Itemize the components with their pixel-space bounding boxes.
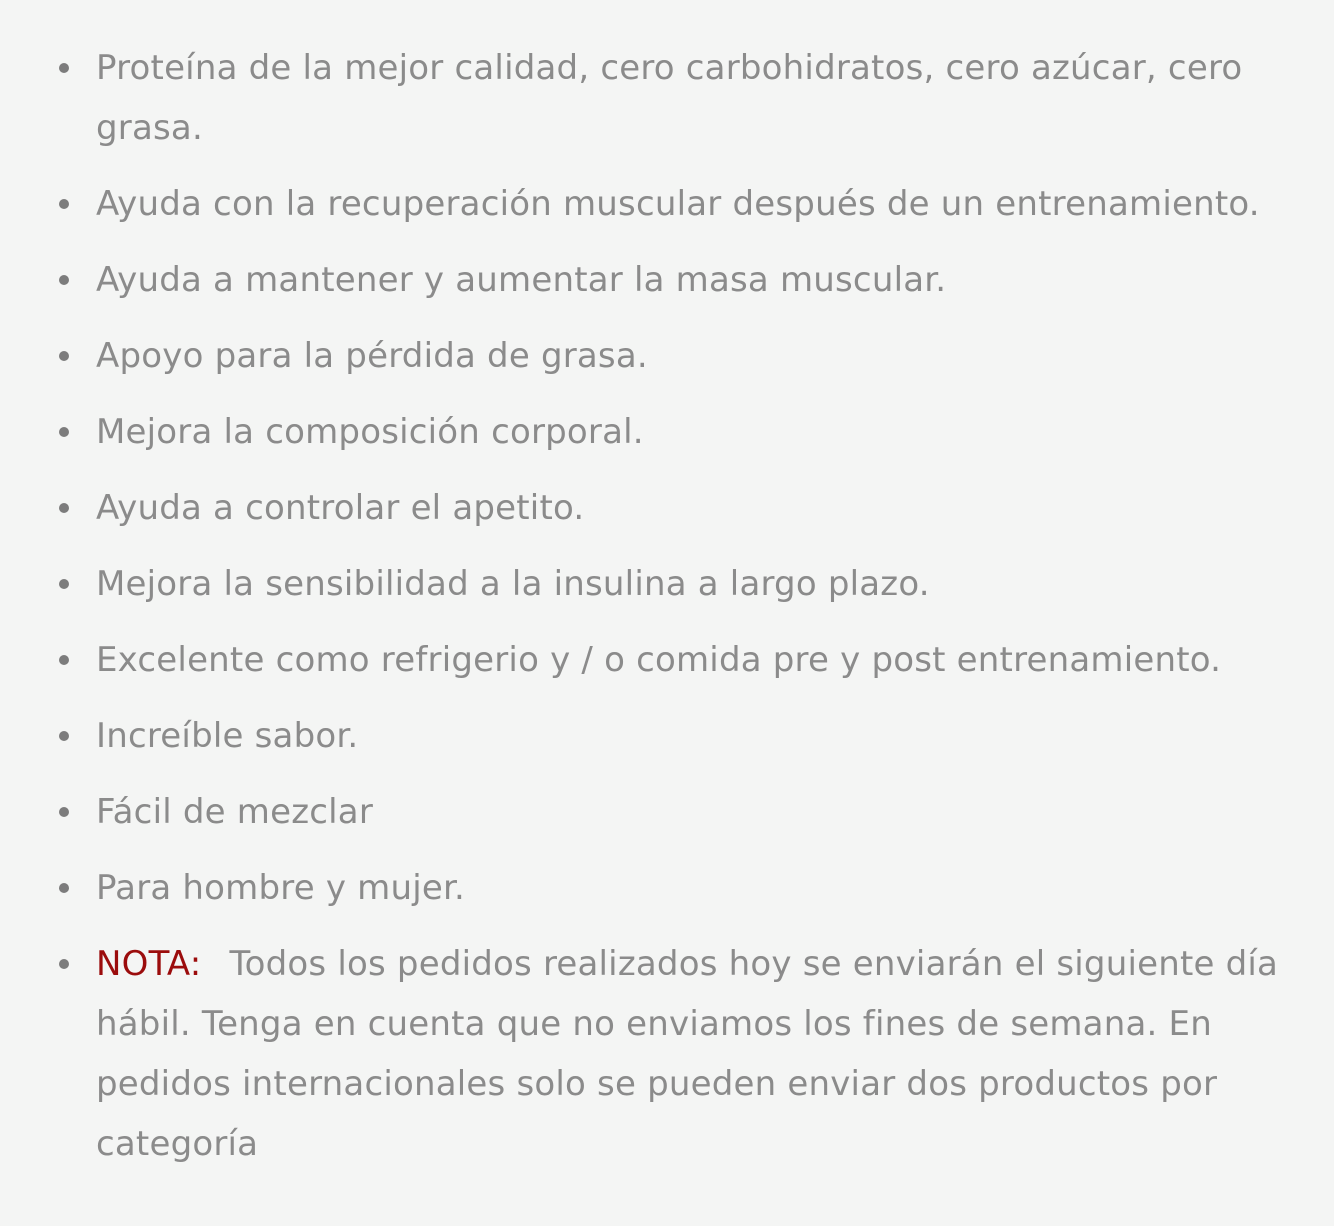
bullet-dot-icon	[59, 655, 69, 665]
benefit-text: Ayuda a controlar el apetito.	[96, 488, 585, 528]
benefit-text: Fácil de mezclar	[96, 792, 374, 832]
list-item	[96, 174, 1294, 234]
bullet-dot-icon	[59, 427, 69, 437]
list-item	[96, 554, 1294, 614]
list-item	[96, 630, 1294, 690]
list-item	[96, 326, 1294, 386]
note-label: NOTA:	[96, 944, 202, 984]
benefit-text: Para hombre y mujer.	[96, 868, 466, 908]
bullet-dot-icon	[59, 503, 69, 513]
bullet-dot-icon	[59, 63, 69, 73]
list-item	[96, 858, 1294, 918]
list-item	[96, 478, 1294, 538]
note-item	[96, 934, 1294, 1174]
bullet-dot-icon	[59, 731, 69, 741]
benefit-text: Mejora la sensibilidad a la insulina a largo plazo.	[96, 564, 930, 604]
list-item	[96, 38, 1294, 158]
benefit-text: Increíble sabor.	[96, 716, 359, 756]
benefit-text: Proteína de la mejor calidad, cero carbohidratos, cero azúcar, cero grasa.	[96, 48, 1243, 148]
bullet-dot-icon	[59, 199, 69, 209]
bullet-dot-icon	[59, 807, 69, 817]
list-item	[96, 706, 1294, 766]
bullet-dot-icon	[59, 883, 69, 893]
bullet-dot-icon	[59, 275, 69, 285]
note-text: Todos los pedidos realizados hoy se enviarán el siguiente día hábil. Tenga en cuenta que no enviamos los fines de semana. En pedidos internacionales solo se pueden enviar dos productos por categoría	[96, 944, 1279, 1164]
benefit-text: Excelente como refrigerio y / o comida pre y post entrenamiento.	[96, 640, 1222, 680]
benefit-text: Ayuda a mantener y aumentar la masa muscular.	[96, 260, 947, 300]
bullet-dot-icon	[59, 579, 69, 589]
list-item	[96, 250, 1294, 310]
bullet-dot-icon	[59, 351, 69, 361]
benefit-text: Ayuda con la recuperación muscular después de un entrenamiento.	[96, 184, 1260, 224]
list-item	[96, 402, 1294, 462]
bullet-dot-icon	[59, 959, 69, 969]
list-item	[96, 782, 1294, 842]
benefit-text: Mejora la composición corporal.	[96, 412, 644, 452]
benefit-text: Apoyo para la pérdida de grasa.	[96, 336, 648, 376]
